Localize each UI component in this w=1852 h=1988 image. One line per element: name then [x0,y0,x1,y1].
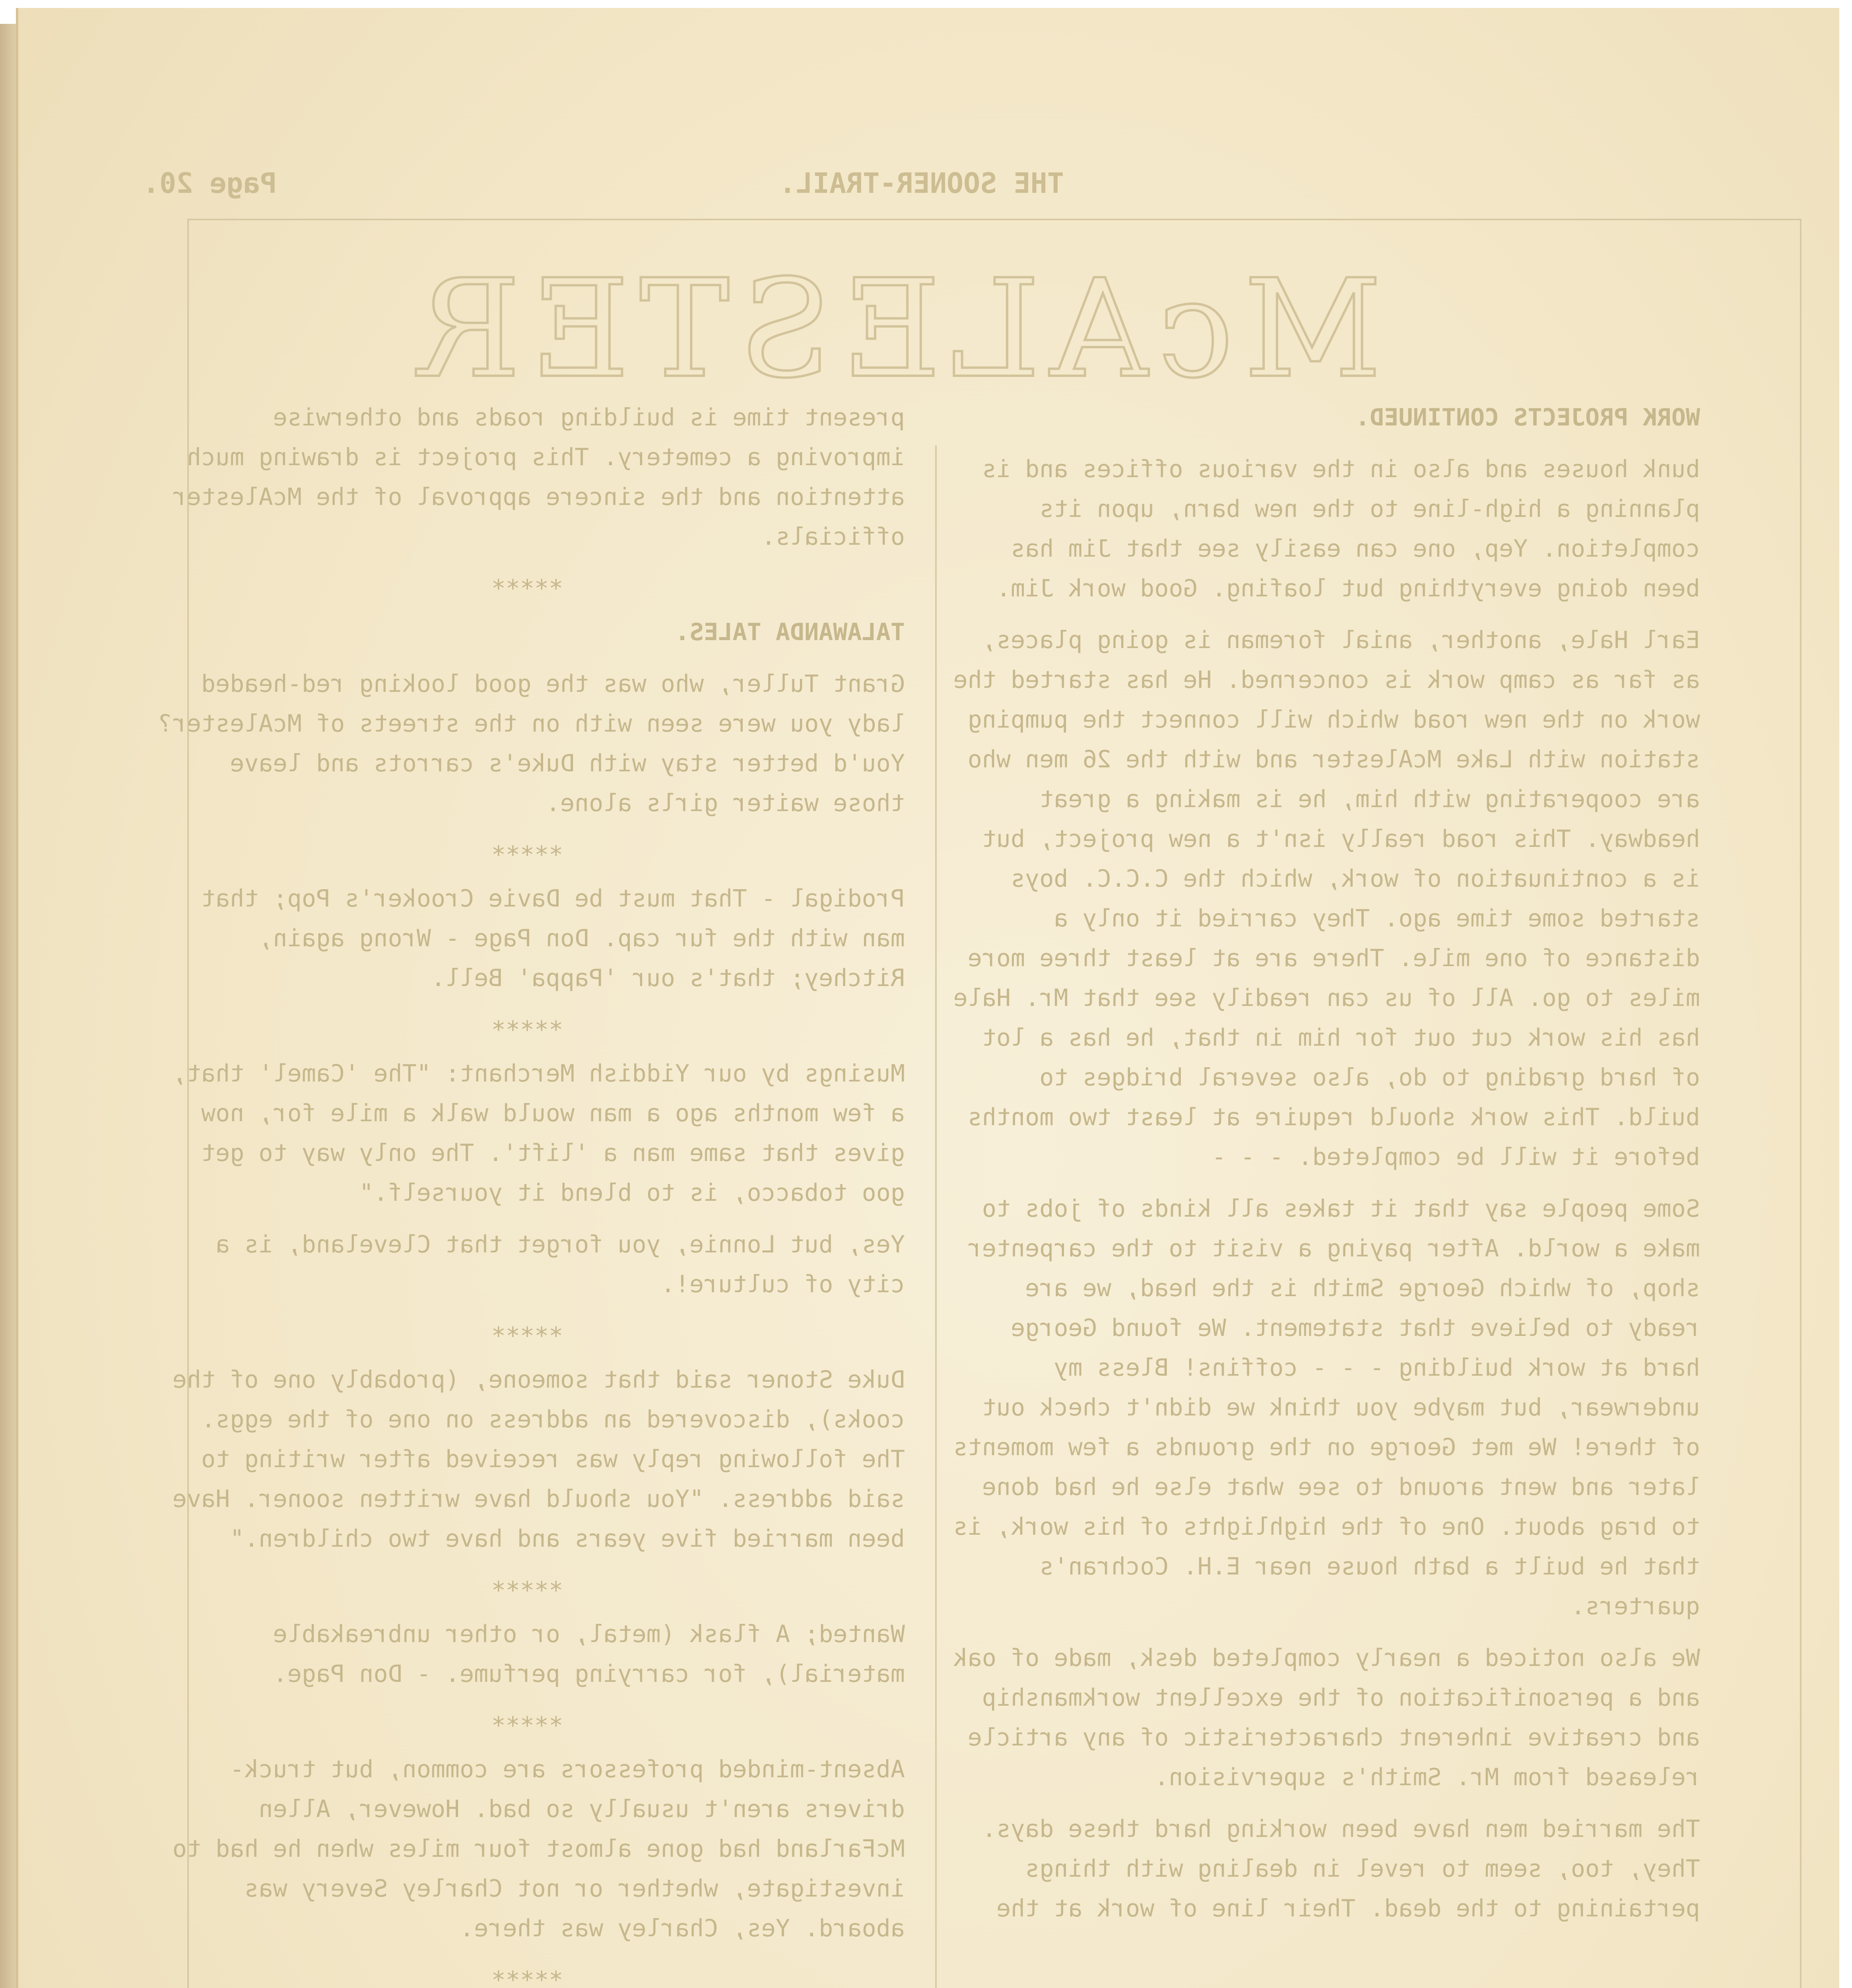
masthead-title: McALESTER [409,250,1382,408]
paragraph: Duke Stoner said that someone, (probably one of the cooks), discovered an address on one of the eggs. The following reply was received after writing to said address. "You should have written sooner. Have been married five years and have two children." [158,1366,905,1553]
separator-stars: ***** [491,1016,563,1044]
separator-stars: ***** [491,1322,563,1350]
left-column [939,398,1700,1940]
paragraph: Some people say that it takes all kinds of jobs to make a world. After paying a visit to the carpenter shop, of which George Smith is the head, we are ready to believe that statement. We found George hard at work building - - - coffins! Bless my underwear, but maybe you think we didn't check out of there! We met George on the grounds a few moments later and went around to see what else he had done to brag about. One of the highlights of his work, is that he built a bath house near E.H. Cochran's quarters. [939,1195,1700,1620]
paragraph: We also noticed a nearly completed desk, made of oak and a personification of the excellent workmanship and creative inherent characteristic of any article released from Mr. Smith's supervision. [939,1644,1700,1791]
separator-stars: ***** [491,841,563,869]
paragraph: The married men have been working hard these days. They, too, seem to revel in dealing with things pertaining to the dead. Their line of work at the [967,1815,1700,1922]
paragraph: present time is building roads and otherwise improving a cemetery. This project is drawing much attention and the sincere approval of the McAlester officials. [158,404,905,551]
separator-stars: ***** [491,1576,563,1604]
paragraph: Yes, but Lonnie, you forget that Cleveland, is a city of culture!. [201,1231,905,1298]
column-divider [935,445,937,1988]
paragraph: Wanted; A flask (metal, or other unbreakable material), for carrying perfume. - Don Page. [258,1620,905,1688]
paragraph: Grant Tuller, who was the good looking red-headed lady you were seen with on the streets of McAlester? You'd better stay with Duke's carrots and leave those waiter girls alone. [144,670,905,817]
document-page [16,8,1839,1988]
paragraph: Musings by our Yiddish Merchant: "The 'Camel' that, a few months ago a man would walk a mile for, now gives that same man a 'lift'. The only way to get goo tobacco, is to blend it yourself." [158,1060,905,1207]
paragraph: Prodigal - That must be Davie Crooker's Pop; that man with the fur cap. Don Page - Wrong again, Ritchey; that's our 'Pappa' Bell. [186,885,905,992]
paragraph: bunk houses and also in the various offices and is planning a high-line to the new barn, upon its completion. Yep, one can easily see that Jim has been doing everything but loafing. Good work Jim. [967,455,1700,602]
section-heading: WORK PROJECTS CONTINUED. [1355,404,1700,431]
separator-stars: ***** [491,1712,563,1740]
separator-stars: ***** [491,1966,563,1988]
mirrored-bleed-through [18,8,1839,1988]
separator-stars: ***** [491,575,563,602]
page-number: Page 20. [142,167,277,200]
paragraph: Absent-minded professors are common, but truck-drivers aren't usually so bad. However, Allen McFarland had gone almost four miles when he had to investigate, whether or not Charley Severy was aboard. Yes, Charley was there. [158,1755,905,1942]
section-heading: TALAWANDA TALES. [675,618,905,646]
paragraph: Earl Hale, another, anial foreman is going places, as far as camp work is concerned. He has started the work on the new road which will connect the pumping station with Lake McAlester and with the 26 men who are cooperating with him, he is making a great headway. This road really isn't a new project, but is a continuation of work, which the C.C.C. boys started some time ago. They carried it only a distance of one mile. There are at least three more miles to go. All of us can readily see that Mr. Hale has his work cut out for him in that, he has a lot of hard grading to do, also several bridges to build. This work should require at least two months before it will be completed. - - - [939,626,1700,1171]
right-column [144,398,905,1988]
header-title: THE SOONER-TRAIL. [779,167,1064,200]
running-header [18,167,1839,207]
